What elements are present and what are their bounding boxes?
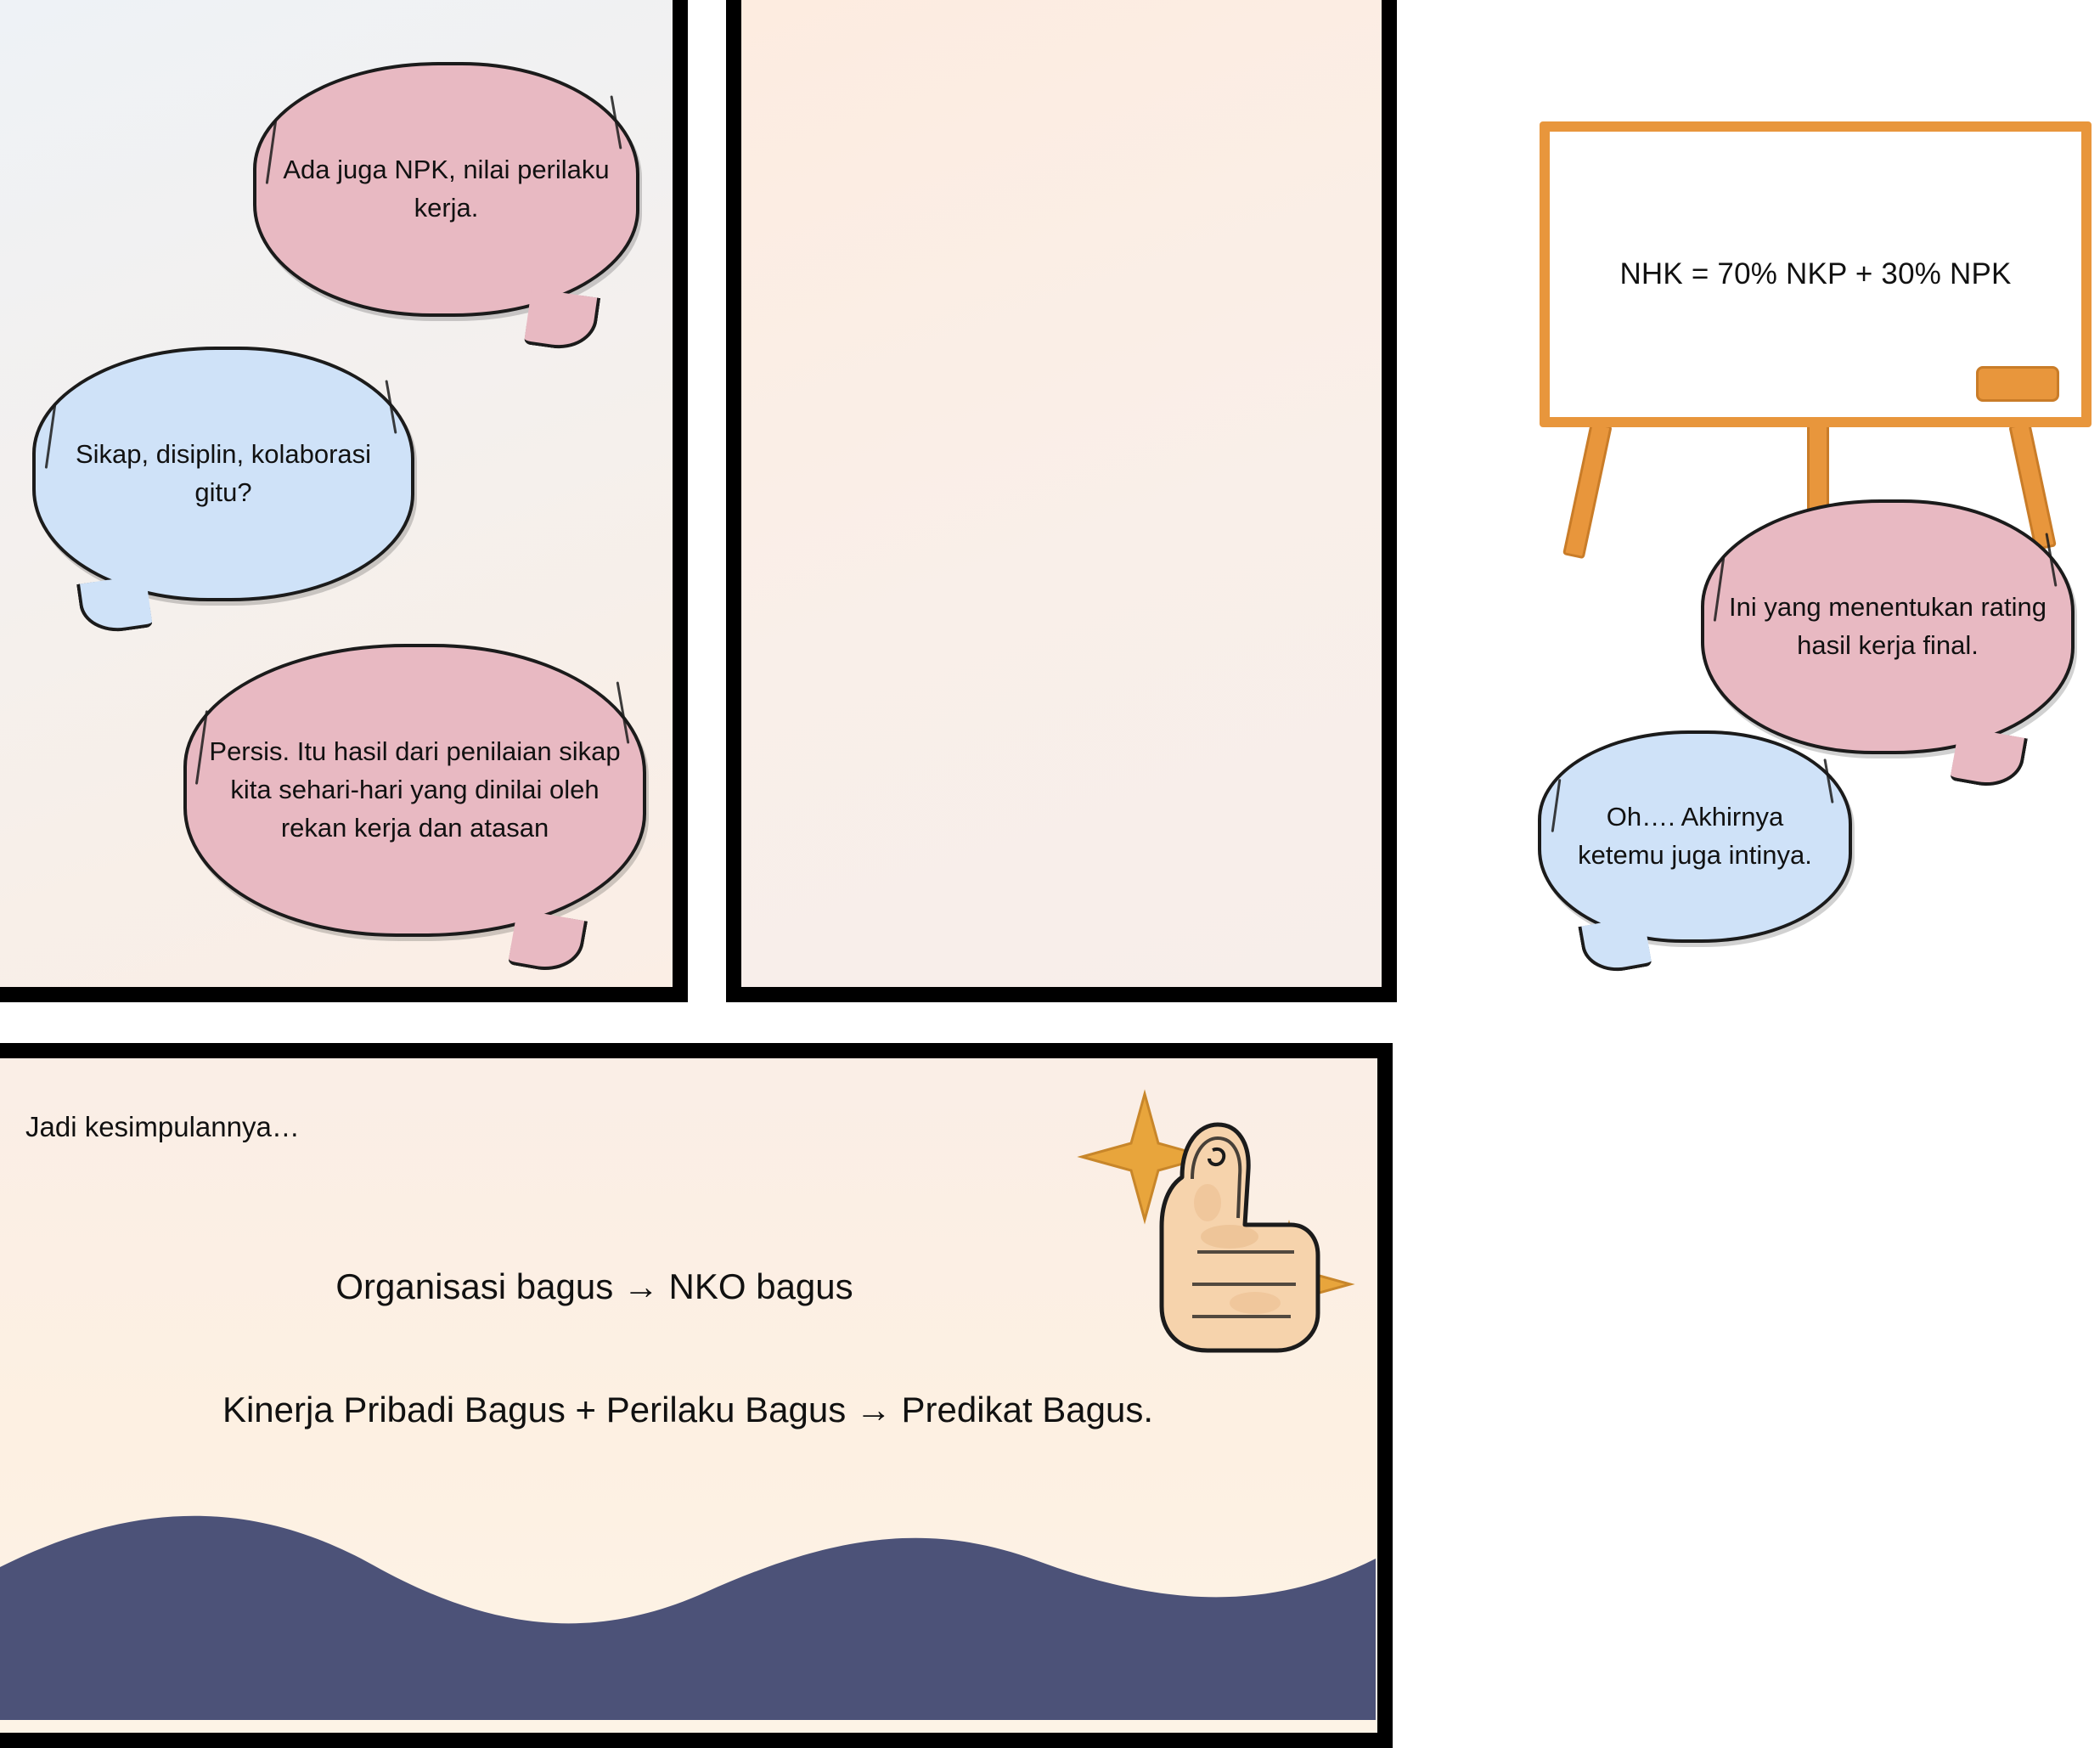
whiteboard-easel [1540, 121, 2100, 563]
easel-leg-left-icon [1562, 421, 1613, 559]
conclusion-line-2: Kinerja Pribadi Bagus + Perilaku Bagus → Predikat Bagus. [222, 1390, 1154, 1429]
thumbs-up-illustration [1080, 1058, 1360, 1398]
whiteboard-formula: NHK = 70% NKP + 30% NPK [1619, 257, 2012, 290]
speech-bubble-ini [1701, 499, 2075, 754]
speech-tail-icon [524, 289, 600, 354]
speech-bubble-sikap-text: Sikap, disiplin, kolaborasi gitu? [75, 439, 372, 507]
speech-bubble-sikap [32, 347, 414, 601]
speech-bubble-oh [1538, 730, 1852, 943]
speech-bubble-persis-text: Persis. Itu hasil dari penilaian sikap kita sehari-hari yang dinilai oleh rekan kerja dan atasan [209, 736, 621, 843]
speech-bubble-oh-text: Oh…. Akhirnya ketemu juga intinya. [1578, 802, 1812, 870]
whiteboard [1540, 121, 2092, 427]
speech-bubble-persis [183, 644, 646, 937]
speech-bubble-npk-text: Ada juga NPK, nilai perilaku kerja. [283, 155, 610, 223]
speech-bubble-ini-text: Ini yang menentukan rating hasil kerja final. [1729, 592, 2047, 660]
speech-tail-icon [76, 575, 153, 637]
eraser-icon [1976, 366, 2059, 402]
speech-tail-icon [1950, 726, 2028, 792]
wave-decoration [0, 1465, 1376, 1720]
comic-panel-left [0, 0, 688, 1002]
speech-tail-icon [1578, 916, 1652, 978]
conclusion-line-1: Organisasi bagus → NKO bagus [335, 1266, 853, 1306]
thumbs-up-icon [1080, 1058, 1360, 1398]
speech-tail-icon [508, 909, 588, 977]
speech-bubble-npk [253, 62, 639, 317]
comic-panel-right [726, 0, 2047, 1002]
conclusion-intro: Jadi kesimpulannya… [25, 1111, 300, 1142]
